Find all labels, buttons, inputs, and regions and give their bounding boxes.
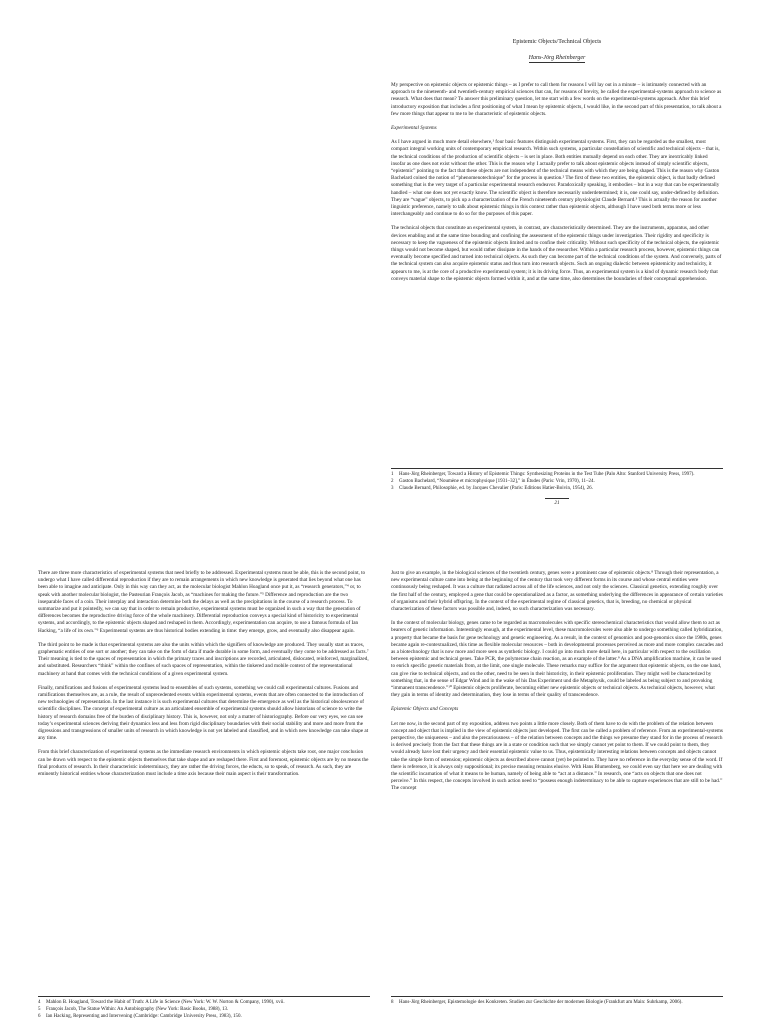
footnote-text: Hans-Jörg Rheinberger, Toward a History of Epistemic Things: Synthesizing Proteins in the Test Tube (Palo Alto: Stanford University Press, 1997). [399,472,695,477]
footnote-number: 8 [391,1000,394,1005]
paragraph: The technical objects that constitute an experimental system, in contrast, are characteristically determined. They are the instruments, apparatus, and other devices enabling and at the same time bounding and confining the assessment of the epistemic things under investigation. Their rigidity and specificity is necessary to keep the vagueness of the epistemic objects limited and to confine their criticality. Without such specificity of the technical objects, the epistemic things would not become shaped, but would rather dissipate in the hands of the researcher. Within a particular research process, however, epistemic things can eventually become specified and turned into technical objects. As such they can become part of the technical conditions of the system. And conversely, parts of the technical system can also acquire epistemic status and thus turn into research objects. Such an ongoing dialectic between epistemicity and technicity, it appears to me, is at the core of a productive experimental system; it is its driving force. Thus, an experimental system is a kind of dynamic research body that conveys material shape to the epistemic objects formed within it, and at the same time, also determines the boundaries of their conceptual apprehension. [391,225,722,282]
paragraph: Let me now, in the second part of my exposition, address two points a little more closely. Both of them have to do with the problem of the relation between concept and object that is implied in the view of epistemic objects just developed. The first can be called a problem of reference. From an experimental-systems perspective, the uniqueness – and also the precariousness – of the relation between concepts and the things we presume they stand for in the process of research is derived precisely from the fact that these things are in a state or condition such that we simply cannot yet point to them. If we could point to them, they would already have lost their urgency and their essential epistemic value to us. Thus, epistemically interesting relations between concepts and objects cannot take the simple form of ostension; epistemic objects as described above cannot (yet) be pointed to. They have no reference in the everyday sense of the word. If there is reference, it is always only suppositional; its precise meaning remains elusive. With Hans Blumenberg, we could even say that here we are dealing with the scientific incarnation of what it means to be human, namely of being able to “act at a distance.” In research, one “acts on objects that one does not perceive.” In this respect, the concepts involved in such action need to “possess enough indeterminacy to be able to capture experiences that are still to be had.” The concept [391,720,723,792]
footnote-number: 4 [38,1000,41,1005]
footnotes [391,468,723,506]
footnote-text: Mahlon B. Hoagland, Toward the Habit of Truth: A Life in Science (New York: W. W. Norton & Company, 1990), xvii. [46,1000,285,1005]
paragraph: As I have argued in much more detail elsewhere,¹ four basic features distinguish experimental systems. First, they can be regarded as the smallest, most compact integral working units of contemporary empirical research. Within such systems, a particular constellation of scientific and technical objects – that is, the technical conditions of the production of scientific objects – is set in place. Both entities mutually depend on each other. They are inextricably linked insofar as one does not exist without the other. This is the reason why I actually prefer to talk about epistemic objects instead of simply scientific objects, “epistemic” pointing to the fact that these objects are not independent of the technical means with which they are being shaped. This is the reason why Gaston Bachelard coined the notion of “phenomenotechnique” for the process in question.² The first of these two entities, the epistemic object, is that badly defined something that is the very target of a particular experimental research endeavor. Paradoxically speaking, it embodies – but in a way that can be experimentally handled – what one does not yet exactly know. The scientific object is therefore necessarily underdetermined; it is, one could say, under-defined by definition. They are “vague” objects, to pick up a characterization of the French nineteenth century physiologist Claude Bernard.³ This is actually the reason for another linguistic preference, namely to talk about epistemic things in this context rather than epistemic objects, although I have used both terms more or less interchangeably and continue to do so for the purposes of this paper. [391,139,720,218]
section-heading: Experimental Systems [391,125,437,132]
paragraph: From this brief characterization of experimental systems as the immediate research environments in which epistemic objects take root, one major conclusion can be drawn with respect to the epistemic objects themselves that take shape and are reshaped there. First and foremost, epistemic objects are by no means the final products of research. In their characteristic indeterminacy, they are rather the driving forces, the educts, so to speak, of research. As such, they are eminently historical entities whose characterization must include a time axis because their main aspect is their transformation. [38,749,369,778]
footnote-number: 3 [391,485,394,491]
footnote [38,1000,370,1007]
page-right-body [391,570,723,970]
paragraph: Finally, ramifications and fusions of experimental systems lead to ensembles of such systems, something we could call experimental cultures. Fusions and ramifications themselves are, as a rule, the result of unprecedented events within experimental systems, events that are often connected to the introduction of new technologies of representation. In the last instance it is such experimental cultures that determine the emergence as well as the historical obsolescence of scientific disciplines. The concept of experimental culture as an articulated ensemble of experimental systems should allow historians of science to write the history of research domains free of the burden of disciplinary history. This is, however, not only a matter of historiography. Before our very eyes, we can see today’s experimental sciences deriving their dynamics less and less from rigid disciplinary boundaries with their social stability and more and more from the digressions and transgressions of smaller units of research in which knowledge is not yet labeled and classified, and in which new knowledge can take shape at any time. [38,684,369,742]
paragraph: The third point to be made is that experimental systems are also the units within which the signifiers of knowledge are produced. They usually start as traces, graphematic entities of one sort or another; they can take on the form of data if made durable in some form, and eventually they come to be addressed as facts.⁷ Their meaning is tied to the spaces of representation in which the primary traces and inscriptions are recorded, articulated, dislocated, reinforced, marginalized, and substituted. Researchers “think” within the confines of such spaces of representation, within the tinkered and mobile context of the representational machinery at hand that comes with the technical conditions of a given experimental system. [38,641,369,677]
footnote-rule [391,996,723,997]
section-heading: Epistemic Objects and Concepts [391,706,459,713]
footnote [391,472,723,479]
footnote-rule [38,996,370,997]
footnote [38,1014,370,1021]
footnote-text: Gaston Bachelard, “Noumène et microphysique [1931–32],” in Études (Paris: Vrin, 1970), 11–24. [399,478,595,484]
footnote-number: 1 [391,472,394,477]
footnote-text: Ian Hacking, Representing and Intervening (Cambridge: Cambridge University Press, 1983), 150. [46,1013,242,1019]
page-left-body [38,570,370,970]
paragraph: My perspective on epistemic objects or epistemic things – as I prefer to call them for reasons I will lay out in a minute – is intimately connected with an approach to the nineteenth- and twentieth-century empirical sciences that can, for reasons of brevity, be called the experimental-systems approach to science as research. What does that mean? To answer this preliminary question, let me start with a few words on the experimental-systems approach. After this brief introductory exposition that includes a first positioning of what I mean by epistemic objects, I would like, in the second part of this presentation, to talk about a few more things that appear to me to be characteristic of epistemic objects. [391,82,722,117]
article-title: Epistemic Objects/Technical Objects [512,39,602,45]
footnote [391,1000,723,1007]
page-21 [391,38,723,530]
paragraph: In the context of molecular biology, genes came to be regarded as macromolecules with specific stereochemical characteristics that would allow them to act as bearers of genetic information. Interestingly enough, at the experimental level, these macromolecules were also able to undergo something called hybridization, a property that became the basis for gene technology and genetic engineering. As a result, in the context of genomics and post-genomics since the 1980s, genes became again re-contextualized, this time as flexible molecular resources – both in developmental processes perceived as more and more complex cascades and as a biotechnology that is now more and more seen as synthetic biology. I could go into much more detail here, in particular with respect to the oscillation between epistemic and technical genes. Take PCR, the polymerase chain reaction, as an example of the latter.⁹ As a DNA amplification machine, it can be used to enrich specific genetic materials from, at the limit, one single molecule. These remarks may suffice for the argument that epistemic objects, on the one hand, can give rise to technical objects, and on the other, need to be seen in their historicity, in their epistemic proliferation. They might well be characterized by something that, in the sense of Edgar Wind and in the wake of his Das Experiment und die Metaphysik, could be labeled as being subject to and provoking “immanent transcendence.”¹⁰ Epistemic objects proliferate, becoming either new epistemic objects or technical objects. As technical objects, however, what they gain in terms of identity and determination, they lose in terms of their quality of transcendence. [391,620,723,699]
page-left [38,570,370,1024]
title-block [391,38,723,64]
page-21-body [391,82,723,462]
paragraph: There are three more characteristics of experimental systems that need briefly to be addressed. Experimental systems must be able, this is the second point, to undergo what I have called differential reproduction if they are to remain arrangements in which new knowledge is generated that lies beyond what one has been able to imagine and anticipate. Only in this way can they act, as the molecular biologist Mahlon Hoagland once put it, as “research generators,”⁴ or, to speak with another molecular biologist, the Pasteurian François Jacob, as “machines for making the future.”⁵ Difference and reproduction are the two inseparable faces of a coin. Their interplay and interaction determine both the delays as well as the precipitations in the course of a research process. To summarize and put it pointedly, we can say that in order to remain productive, experimental systems must be organized in such a way that the generation of differences becomes the reproductive driving force of the whole machinery. Differential reproduction conveys a special kind of historicity to experimental systems, and accordingly, to the epistemic objects shaped and reshaped in them. Accordingly, experimentation can acquire, to use a famous formula of Ian Hacking, “a life of its own.”⁶ Experimental systems are thus historical bodies extending in time: they emerge, grow, and eventually also disappear again. [38,570,366,634]
footnotes [391,996,723,1007]
footnote [391,479,723,486]
page-number: 21 [545,498,569,506]
footnote [391,486,723,493]
footnote-text: François Jacob, The Statue Within: An Autobiography (New York: Basic Books, 1988), 13. [46,1006,229,1012]
footnote-text: Claude Bernard, Philosophie, ed. by Jacques Chevalier (Paris: Editions Hatier-Boivin, 1954), 26. [399,485,593,491]
footnote-number: 5 [38,1006,41,1012]
footnote [38,1007,370,1014]
footnote-number: 6 [38,1013,41,1019]
page-right [391,570,723,1024]
footnote-number: 2 [391,478,394,484]
paragraph: Just to give an example, in the biological sciences of the twentieth century, genes were a prominent case of epistemic objects.⁸ Through their representation, a new experimental culture came into being at the beginning of the century that took very different forms in its course and whose central entities were continuously being reshaped. It was a culture that radiated across all of the life sciences, and not only the sciences. Classical genetics, extending roughly over the first half of the century, employed a gene that could be operationalized as a factor, as something underlying the differences in appearance of certain varieties of organisms and their hybrid offspring. In the context of the experimental regime of classical genetics, that is, breeding, no chemical or physical characterization of these factors was possible and, indeed, no such characterization was necessary. [391,570,723,613]
footnotes [38,996,370,1020]
footnote-text: Hans-Jörg Rheinberger, Epistemologie des Konkreten. Studien zur Geschichte der modernen Biologie (Frankfurt am Main: Suhrkamp, 2006). [399,1000,683,1005]
footnote-rule [391,468,723,469]
article-author: Hans-Jörg Rheinberger [528,55,586,61]
